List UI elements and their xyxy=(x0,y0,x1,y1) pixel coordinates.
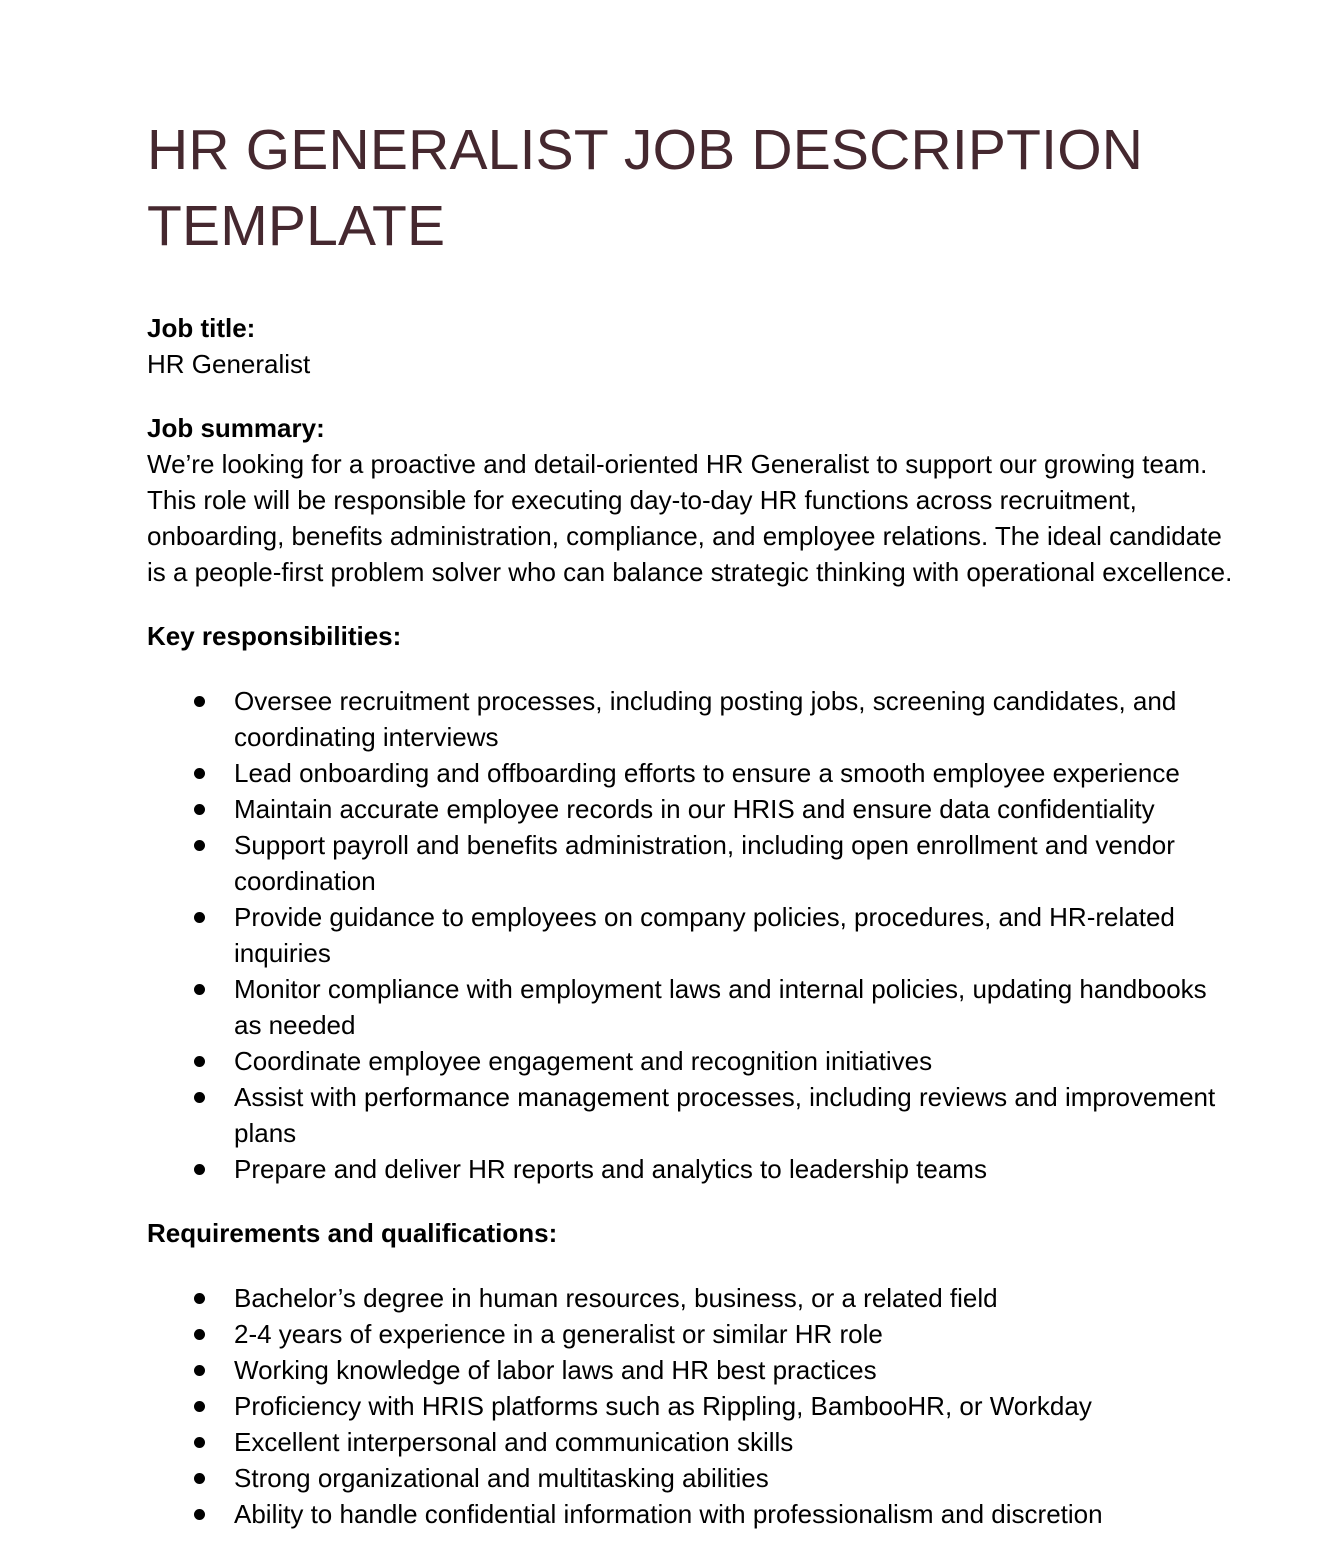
list-item xyxy=(147,1496,1237,1532)
document-title-line-1: HR GENERALIST JOB DESCRIPTION xyxy=(147,118,1144,182)
list-item xyxy=(147,1043,1237,1079)
list-item xyxy=(147,827,1237,899)
job-summary-text: We’re looking for a proactive and detail-oriented HR Generalist to support our growing team. This role will be responsible for executing day-to-day HR functions across recruitment, onboarding, benefits administration, compliance, and employee relations. The ideal candidate is a people-first problem solver who can balance strategic thinking with operational excellence. xyxy=(147,449,1233,587)
list-item-text: Maintain accurate employee records in our HRIS and ensure data confidentiality xyxy=(234,794,1155,824)
list-item xyxy=(147,791,1237,827)
document-title-line-2: TEMPLATE xyxy=(147,194,446,258)
list-item-text: Excellent interpersonal and communication skills xyxy=(234,1427,794,1457)
list-item-text: Assist with performance management processes, including reviews and improvement plans xyxy=(234,1082,1216,1148)
bullet-icon xyxy=(194,1293,205,1304)
list-item-text: Monitor compliance with employment laws and internal policies, updating handbooks as needed xyxy=(234,974,1207,1040)
list-item xyxy=(147,899,1237,971)
list-item-text: Bachelor’s degree in human resources, business, or a related field xyxy=(234,1283,998,1313)
bullet-icon xyxy=(194,840,205,851)
key-responsibilities-list xyxy=(147,683,1237,1187)
list-item xyxy=(147,683,1237,755)
bullet-icon xyxy=(194,1401,205,1412)
job-summary-label: Job summary: xyxy=(147,413,325,443)
list-item-text: Lead onboarding and offboarding efforts to ensure a smooth employee experience xyxy=(234,758,1180,788)
bullet-icon xyxy=(194,1056,205,1067)
bullet-icon xyxy=(194,804,205,815)
bullet-icon xyxy=(194,1473,205,1484)
list-item xyxy=(147,1424,1237,1460)
list-item xyxy=(147,1352,1237,1388)
job-title-value: HR Generalist xyxy=(147,349,311,379)
list-item-text: Working knowledge of labor laws and HR best practices xyxy=(234,1355,877,1385)
bullet-icon xyxy=(194,1437,205,1448)
requirements-list xyxy=(147,1280,1237,1532)
document-title xyxy=(147,112,1237,264)
list-item xyxy=(147,1151,1237,1187)
bullet-icon xyxy=(194,1329,205,1340)
document-page xyxy=(147,112,1237,1532)
list-item-text: Prepare and deliver HR reports and analytics to leadership teams xyxy=(234,1154,987,1184)
list-item-text: Coordinate employee engagement and recognition initiatives xyxy=(234,1046,933,1076)
list-item xyxy=(147,1460,1237,1496)
list-item xyxy=(147,1079,1237,1151)
list-item-text: Ability to handle confidential information with professionalism and discretion xyxy=(234,1499,1103,1529)
bullet-icon xyxy=(194,1164,205,1175)
list-item xyxy=(147,1280,1237,1316)
list-item-text: Strong organizational and multitasking abilities xyxy=(234,1463,769,1493)
list-item-text: Provide guidance to employees on company policies, procedures, and HR-related inquiries xyxy=(234,902,1175,968)
bullet-icon xyxy=(194,912,205,923)
list-item-text: 2-4 years of experience in a generalist or similar HR role xyxy=(234,1319,883,1349)
key-responsibilities-label: Key responsibilities: xyxy=(147,621,402,651)
list-item-text: Proficiency with HRIS platforms such as Rippling, BambooHR, or Workday xyxy=(234,1391,1092,1421)
bullet-icon xyxy=(194,984,205,995)
list-item xyxy=(147,755,1237,791)
list-item xyxy=(147,1316,1237,1352)
bullet-icon xyxy=(194,1365,205,1376)
requirements-label: Requirements and qualifications: xyxy=(147,1218,558,1248)
list-item-text: Oversee recruitment processes, including posting jobs, screening candidates, and coordinating interviews xyxy=(234,686,1177,752)
list-item xyxy=(147,971,1237,1043)
bullet-icon xyxy=(194,1509,205,1520)
job-title-label: Job title: xyxy=(147,313,256,343)
list-item-text: Support payroll and benefits administration, including open enrollment and vendor coordination xyxy=(234,830,1175,896)
list-item xyxy=(147,1388,1237,1424)
bullet-icon xyxy=(194,1092,205,1103)
bullet-icon xyxy=(194,768,205,779)
bullet-icon xyxy=(194,696,205,707)
